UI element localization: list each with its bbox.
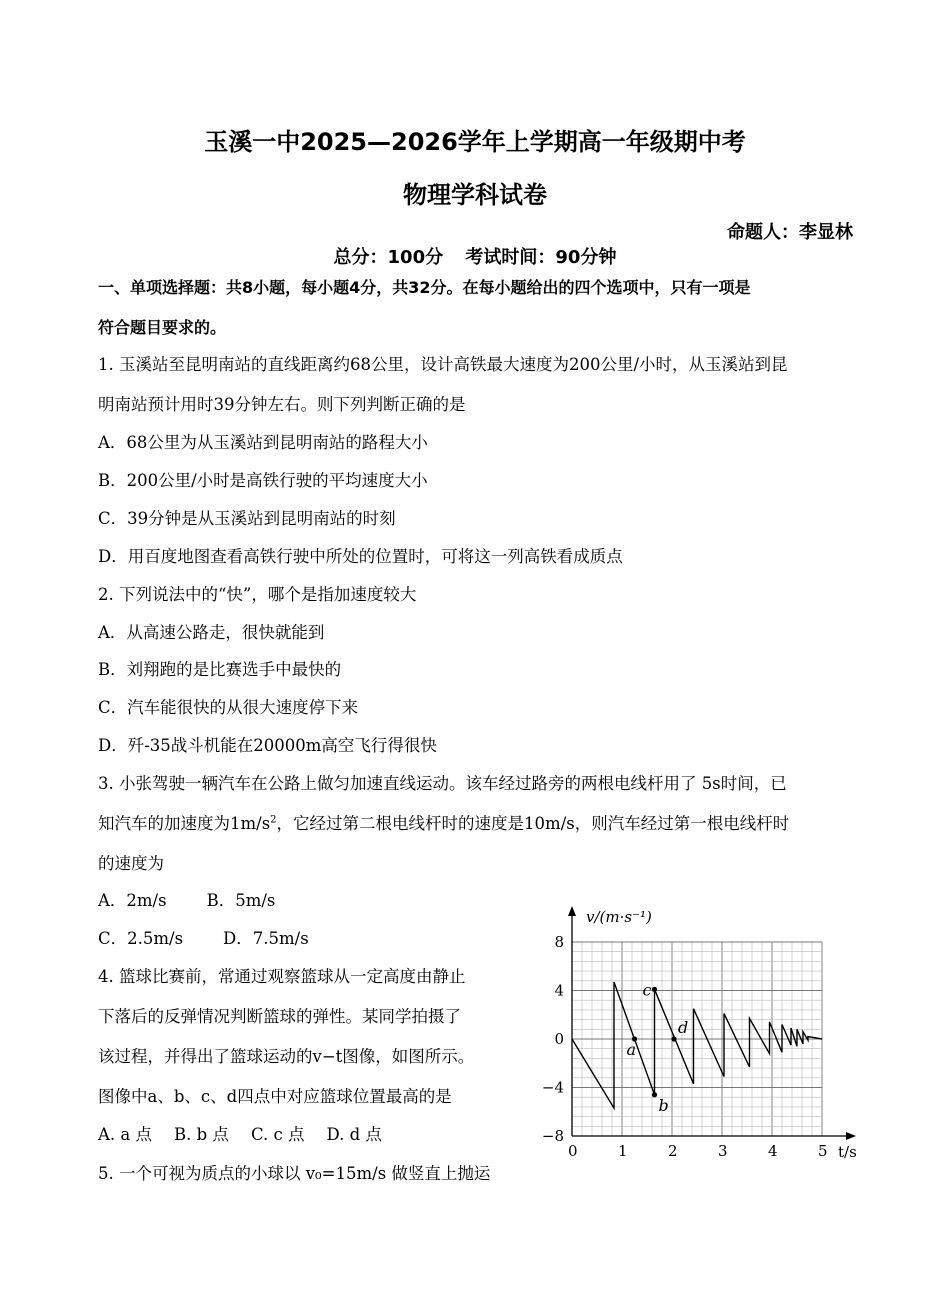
x-tick-label: 3	[718, 1142, 728, 1160]
chart-grid	[572, 942, 822, 1136]
q3-options-row2	[98, 925, 349, 949]
exam-subtitle: 物理学科试卷	[403, 181, 547, 209]
section-heading-cont: 符合题目要求的。	[98, 318, 227, 337]
q1-stem: 1. 玉溪站至昆明南站的直线距离约68公里，设计高铁最大速度为200公里/小时，从玉溪站到昆	[98, 355, 788, 374]
q5-stem: 5. 一个可视为质点的小球以 v₀=15m/s 做竖直上抛运	[98, 1164, 491, 1183]
q3-stem-sup: 2	[270, 814, 277, 826]
x-tick-label: 2	[668, 1142, 678, 1160]
q4-option-d: D. d 点	[326, 1125, 382, 1144]
q4-options	[98, 1121, 382, 1145]
y-tick-label: −4	[541, 1078, 564, 1097]
chart-ticks	[542, 933, 828, 1160]
q1-option-a: A．68公里为从玉溪站到昆明南站的路程大小	[98, 433, 428, 452]
q1-option-c: C．39分钟是从玉溪站到昆明南站的时刻	[98, 509, 396, 528]
y-axis-label: v/(m·s⁻¹)	[586, 908, 652, 926]
author: 命题人：李显林	[727, 222, 853, 243]
point-label-c: c	[642, 980, 652, 1000]
q4-option-b: B. b 点	[174, 1125, 229, 1144]
q3-stem: 3. 小张驾驶一辆汽车在公路上做匀加速直线运动。该车经过路旁的两根电线杆用了 5s时间，已	[98, 774, 787, 793]
q4-stem-2: 下落后的反弹情况判断篮球的弹性。某同学拍摄了	[98, 1007, 461, 1026]
exam-time: 考试时间：90分钟	[465, 247, 617, 268]
q3-options-row1	[98, 887, 315, 911]
q1-stem-cont: 明南站预计用时39分钟左右。则下列判断正确的是	[98, 395, 466, 414]
q3-stem-text-a: 知汽车的加速度为1m/s	[98, 814, 271, 833]
x-axis-arrow	[846, 1132, 856, 1140]
q4-option-c: C. c 点	[250, 1125, 305, 1144]
q2-option-b: B．刘翔跑的是比赛选手中最快的	[98, 660, 342, 679]
q3-stem-end: 的速度为	[98, 854, 164, 873]
point-label-b: b	[658, 1095, 669, 1115]
exam-title: 玉溪一中2025—2026学年上学期高一年级期中考	[204, 128, 746, 156]
point-b	[652, 1092, 657, 1097]
point-label-d: d	[678, 1018, 689, 1037]
q3-option-b: B．5m/s	[206, 891, 276, 910]
y-tick-label: 0	[554, 1030, 564, 1048]
exam-info	[0, 243, 950, 269]
q2-option-c: C．汽车能很快的从很大速度停下来	[98, 698, 359, 717]
y-tick-label: −8	[541, 1127, 564, 1145]
q3-option-c: C．2.5m/s	[98, 929, 184, 948]
q3-option-a: A．2m/s	[98, 891, 167, 910]
q2-option-a: A．从高速公路走，很快就能到	[98, 623, 325, 642]
q1-option-b: B．200公里/小时是高铁行驶的平均速度大小	[98, 471, 428, 490]
point-label-a: a	[626, 1040, 637, 1059]
q3-stem-cont	[98, 810, 789, 834]
q2-stem: 2. 下列说法中的“快”，哪个是指加速度较大	[98, 585, 417, 604]
y-tick-label: 8	[554, 933, 564, 951]
vt-graph	[538, 900, 878, 1170]
y-axis-arrow	[568, 906, 576, 916]
q4-stem-4: 图像中a、b、c、d四点中对应篮球位置最高的是	[98, 1087, 452, 1106]
point-c	[652, 987, 657, 992]
q1-option-d: D．用百度地图查看高铁行驶中所处的位置时，可将这一列高铁看成质点	[98, 547, 623, 566]
total-score: 总分：100分	[333, 247, 444, 268]
q3-option-d: D．7.5m/s	[223, 929, 309, 948]
section-heading: 一、单项选择题：共8小题，每小题4分，共32分。在每小题给出的四个选项中，只有一项是	[98, 278, 751, 297]
q2-option-d: D．歼-35战斗机能在20000m高空飞行得很快	[98, 736, 437, 755]
y-tick-label: 4	[554, 981, 564, 1000]
q4-stem-3: 该过程，并得出了篮球运动的v−t图像，如图所示。	[98, 1047, 475, 1066]
x-tick-label: 0	[568, 1142, 578, 1160]
q4-option-a: A. a 点	[98, 1125, 152, 1144]
vt-curve	[572, 982, 822, 1108]
x-axis-label: t/s	[838, 1143, 857, 1161]
x-tick-label: 5	[818, 1142, 828, 1160]
q3-stem-text-b: ，它经过第二根电线杆时的速度是10m/s，则汽车经过第一根电线杆时	[276, 814, 790, 833]
q4-stem: 4. 篮球比赛前，常通过观察篮球从一定高度由静止	[98, 967, 466, 986]
point-d	[671, 1036, 676, 1041]
x-tick-label: 4	[768, 1142, 778, 1160]
x-tick-label: 1	[618, 1142, 628, 1160]
